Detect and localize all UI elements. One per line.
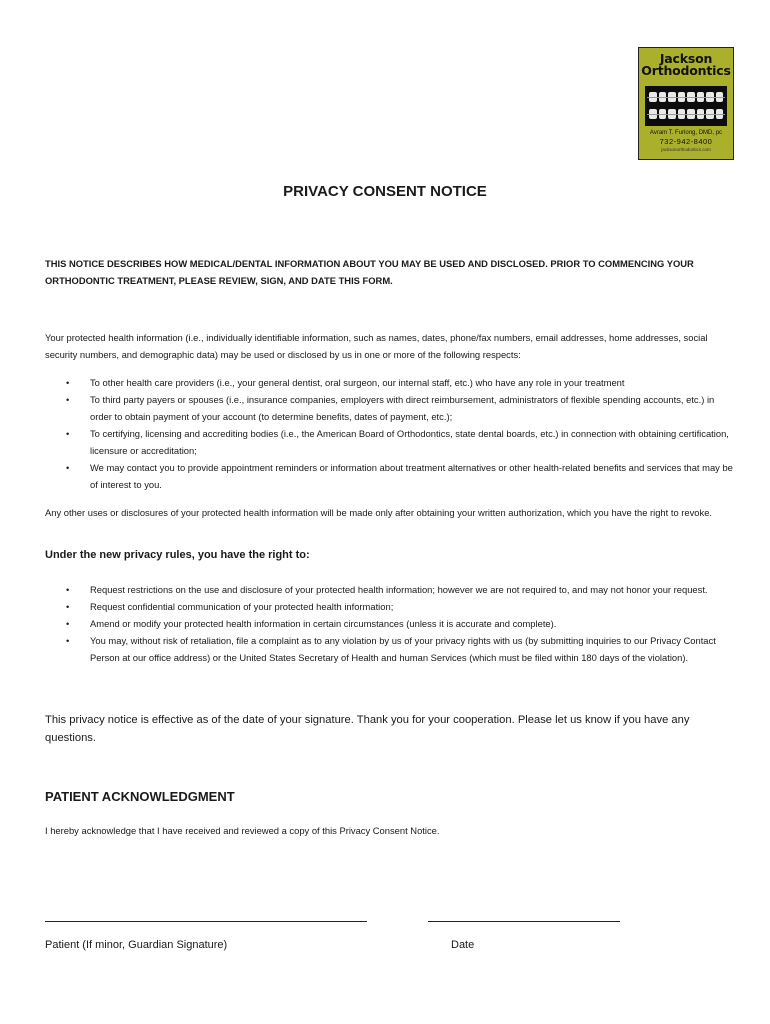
list-item-text: You may, without risk of retaliation, file a complaint as to any violation by us of your privacy rights with us (by submitting inquiries to our Privacy Contact Person at our office address) or the United States Secretary of Health and human Services (which must be filed within 180 days of the violation). <box>90 635 716 663</box>
list-item <box>45 459 735 493</box>
logo-title-line1: Jackson <box>659 51 713 66</box>
notice-statement: THIS NOTICE DESCRIBES HOW MEDICAL/DENTAL INFORMATION ABOUT YOU MAY BE USED AND DISCLOSED. PRIOR TO COMMENCING YOUR ORTHODONTIC TREATMENT, PLEASE REVIEW, SIGN, AND DATE THIS FORM. <box>45 258 694 286</box>
list-item-text: To other health care providers (i.e., your general dentist, oral surgeon, our internal staff, etc.) who have any role in your treatment <box>90 377 625 388</box>
signature-line[interactable] <box>45 921 367 922</box>
bullet-icon: • <box>66 584 70 595</box>
page-title: PRIVACY CONSENT NOTICE <box>283 183 487 200</box>
logo-phone: 732-942-8400 <box>659 137 713 146</box>
braces-teeth-icon <box>645 86 727 126</box>
list-item-text: Amend or modify your protected health information in certain circumstances (unless it is accurate and complete). <box>90 618 557 629</box>
list-item <box>45 598 735 615</box>
bullet-icon: • <box>66 635 70 646</box>
logo-title-line2: Orthodontics <box>641 63 731 78</box>
logo-website: jacksonorthodontics.com <box>661 147 711 152</box>
bullet-icon: • <box>66 394 70 405</box>
list-item-text: Request restrictions on the use and disclosure of your protected health information; however we are not required to, and may not honor your request. <box>90 584 708 595</box>
list-item <box>45 425 735 459</box>
list-item <box>45 581 735 598</box>
uses-list <box>45 374 735 493</box>
intro-paragraph: Your protected health information (i.e., individually identifiable information, such as names, dates, phone/fax numbers, email addresses, home addresses, social security numbers, and demographic data) may be used or disclosed by us in one or more of the following respects: <box>45 332 708 360</box>
bullet-icon: • <box>66 601 70 612</box>
list-item-text: Request confidential communication of your protected health information; <box>90 601 394 612</box>
list-item-text: We may contact you to provide appointment reminders or information about treatment alternatives or other health-related benefits and services that may be of interest to you. <box>90 462 733 490</box>
bullet-icon: • <box>66 462 70 473</box>
list-item <box>45 391 735 425</box>
list-item <box>45 374 735 391</box>
logo-title <box>639 53 733 77</box>
list-item <box>45 615 735 632</box>
acknowledgment-text: I hereby acknowledge that I have received and reviewed a copy of this Privacy Consent Notice. <box>45 825 440 836</box>
date-label: Date <box>451 939 475 951</box>
list-item-text: To certifying, licensing and accrediting bodies (i.e., the American Board of Orthodontics, state dental boards, etc.) in connection with obtaining certification, licensure or accreditation; <box>90 428 729 456</box>
date-line[interactable] <box>428 921 620 922</box>
practice-logo <box>638 47 734 160</box>
signature-label: Patient (If minor, Guardian Signature) <box>45 939 228 951</box>
bullet-icon: • <box>66 428 70 439</box>
rights-heading: Under the new privacy rules, you have the right to: <box>45 549 310 561</box>
list-item <box>45 632 735 666</box>
effective-date-paragraph: This privacy notice is effective as of the date of your signature. Thank you for your cooperation. Please let us know if you have any questions. <box>45 714 690 744</box>
rights-list <box>45 581 735 666</box>
bullet-icon: • <box>66 377 70 388</box>
list-item-text: To third party payers or spouses (i.e., insurance companies, employers with direct reimbursement, administrators of flexible spending accounts, etc.) in order to obtain payment of your account (to determine benefits, dates of payment, etc.); <box>90 394 715 422</box>
other-uses-paragraph: Any other uses or disclosures of your protected health information will be made only after obtaining your written authorization, which you have the right to revoke. <box>45 507 713 518</box>
logo-doctor-name: Avram T. Furlong, DMD, pc <box>649 130 723 136</box>
bullet-icon: • <box>66 618 70 629</box>
acknowledgment-heading: PATIENT ACKNOWLEDGMENT <box>45 789 235 804</box>
